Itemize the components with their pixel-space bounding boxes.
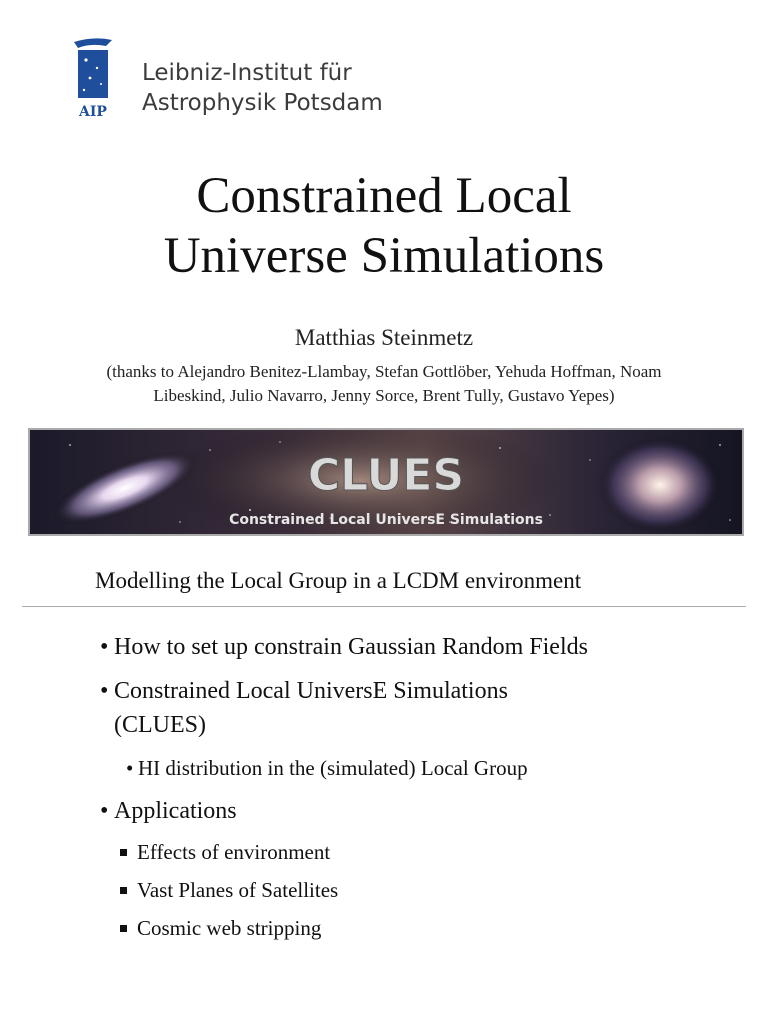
list-item: • Constrained Local UniversE Simulations [100, 675, 508, 707]
acknowledgements [40, 360, 728, 408]
list-item: • Applications [100, 795, 237, 827]
title-line: Universe Simulations [163, 228, 605, 284]
clues-banner [28, 428, 744, 536]
bullet-dot: • [126, 756, 134, 780]
author: Matthias Steinmetz [294, 325, 474, 350]
bullet-dot: • [100, 678, 109, 704]
logo-star [83, 89, 85, 91]
logo-star [100, 83, 102, 85]
bullet-dot: • [100, 798, 109, 824]
institute-name [142, 58, 383, 118]
logo-star [89, 77, 92, 80]
banner-image [30, 430, 742, 534]
list-subitem: Effects of environment [120, 840, 330, 865]
section-subtitle: Modelling the Local Group in a LCDM environment [95, 568, 582, 593]
logo-star [96, 67, 98, 69]
list-subitem: Vast Planes of Satellites [120, 878, 338, 903]
thanks-line: Libeskind, Julio Navarro, Jenny Sorce, Brent Tully, Gustavo Yepes) [153, 386, 615, 405]
square-bullet-icon [120, 849, 127, 856]
title-line: Constrained Local [196, 168, 572, 224]
list-subitem: • HI distribution in the (simulated) Local Group [126, 756, 528, 780]
banner-subtitle: Constrained Local UniversE Simulations [229, 512, 543, 528]
banner-title: CLUES [307, 450, 465, 501]
bullet-dot: • [100, 634, 109, 660]
logo-arc [74, 38, 112, 48]
institute-line: Leibniz-Institut für [142, 60, 352, 86]
thanks-line: (thanks to Alejandro Benitez-Llambay, Stefan Gottlöber, Yehuda Hoffman, Noam [106, 362, 662, 381]
logo-star [84, 58, 87, 61]
square-bullet-icon [120, 887, 127, 894]
list-item-continuation: (CLUES) [114, 712, 206, 738]
logo-text: AIP [79, 104, 107, 120]
list-item: • How to set up constrain Gaussian Random Fields [100, 631, 588, 663]
page-title [0, 166, 768, 286]
list-subitem: Cosmic web stripping [120, 916, 321, 941]
institute-line: Astrophysik Potsdam [142, 90, 383, 116]
divider [22, 606, 746, 607]
aip-logo [60, 34, 120, 124]
square-bullet-icon [120, 925, 127, 932]
logo-dome [78, 50, 108, 98]
galaxy-right [598, 437, 722, 533]
